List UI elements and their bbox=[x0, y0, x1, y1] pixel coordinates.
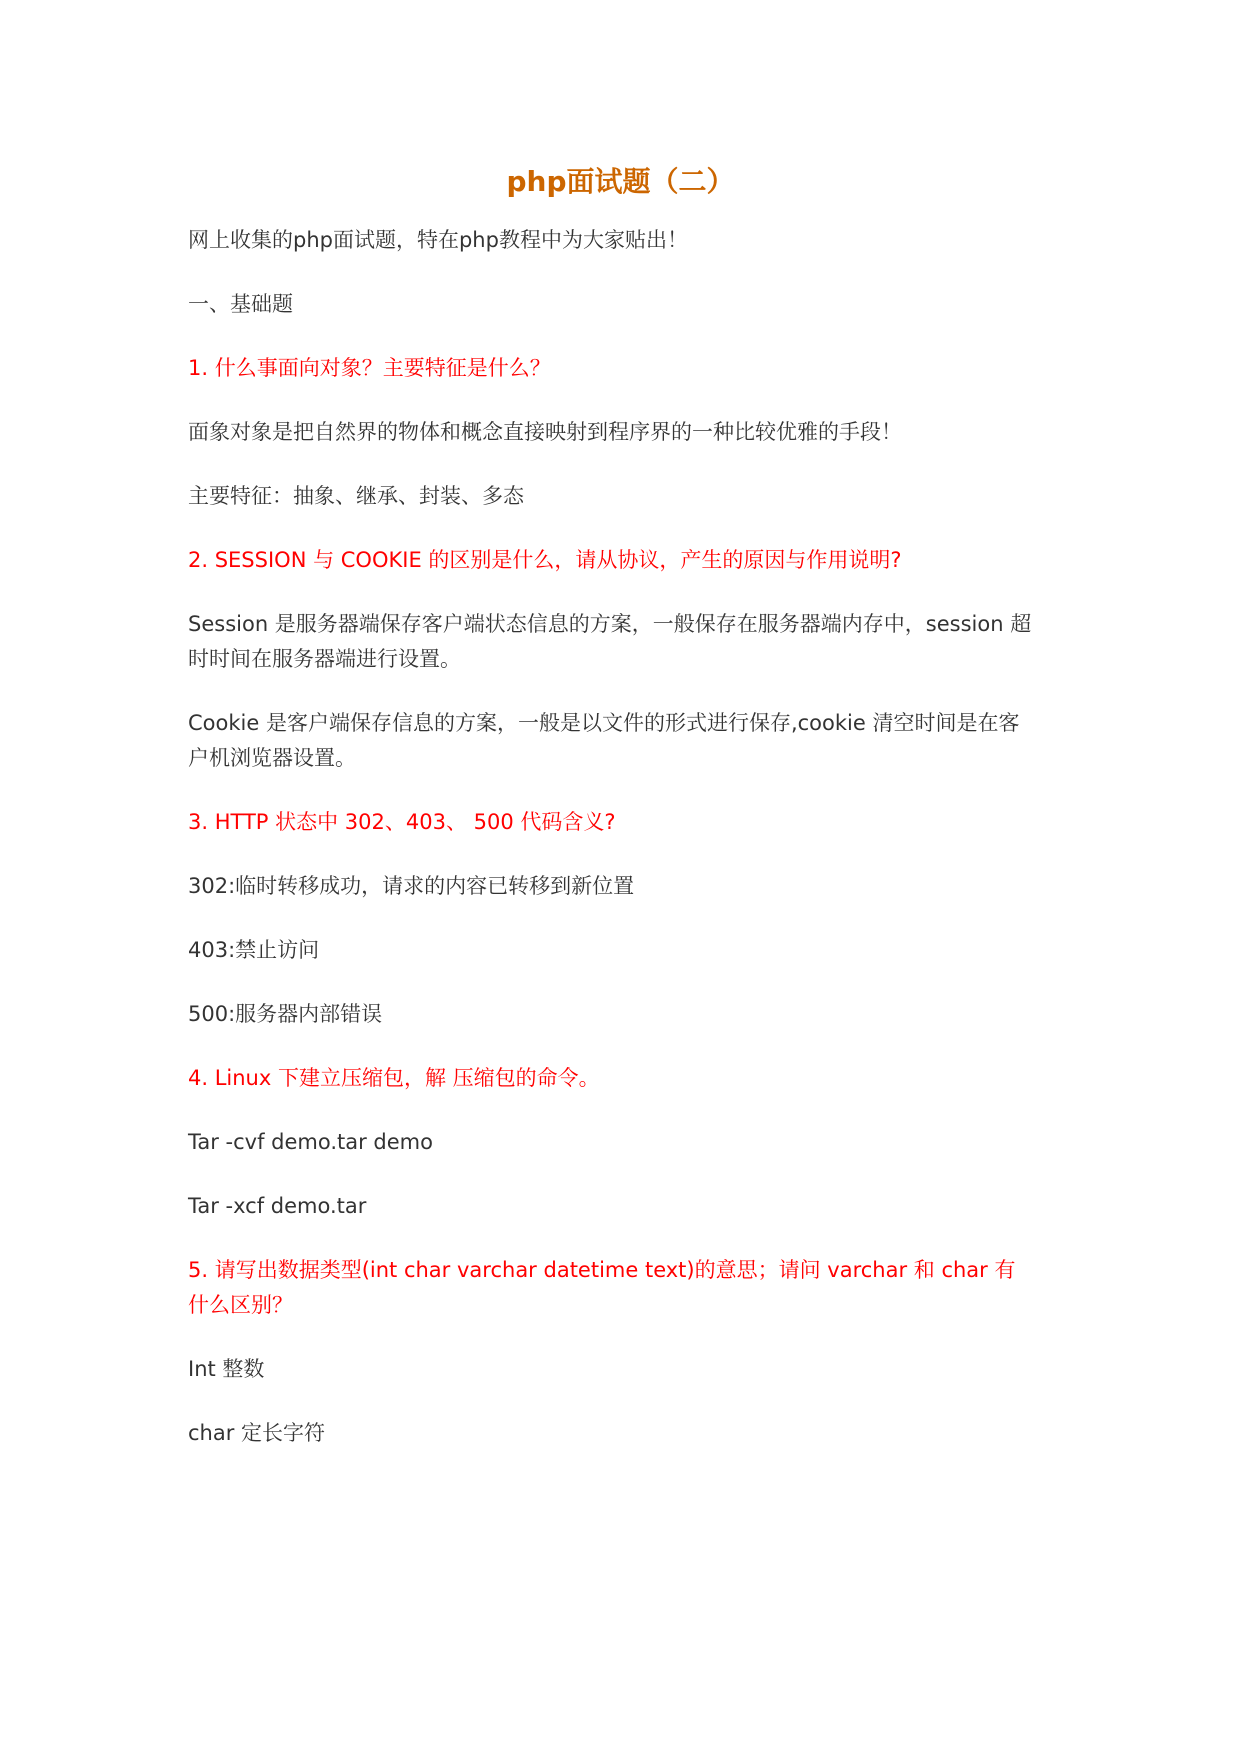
answer-2-session-line2: 时时间在服务器端进行设置。 bbox=[188, 647, 461, 671]
answer-4-compress: Tar -cvf demo.tar demo bbox=[188, 1130, 433, 1154]
answer-2-cookie-line2: 户机浏览器设置。 bbox=[188, 746, 356, 770]
answer-2-cookie-line1: Cookie 是客户端保存信息的方案，一般是以文件的形式进行保存,cookie 清空时间是在客 bbox=[188, 711, 1020, 735]
question-1: 1. 什么事面向对象？主要特征是什么？ bbox=[188, 356, 551, 380]
answer-5-char: char 定长字符 bbox=[188, 1421, 326, 1445]
section-heading: 一、基础题 bbox=[188, 292, 293, 316]
answer-3-500: 500:服务器内部错误 bbox=[188, 1002, 383, 1026]
page-title: php面试题（二） bbox=[506, 165, 735, 198]
answer-3-403: 403:禁止访问 bbox=[188, 938, 320, 962]
answer-4-extract: Tar -xcf demo.tar bbox=[188, 1194, 367, 1218]
question-5-line1: 5. 请写出数据类型(int char varchar datetime text)的意思；请问 varchar 和 char 有 bbox=[188, 1258, 1016, 1282]
question-5-line2: 什么区别？ bbox=[188, 1293, 293, 1317]
answer-5-int: Int 整数 bbox=[188, 1357, 265, 1381]
answer-3-302: 302:临时转移成功，请求的内容已转移到新位置 bbox=[188, 874, 635, 898]
question-3: 3. HTTP 状态中 302、403、 500 代码含义? bbox=[188, 810, 616, 834]
question-2: 2. SESSION 与 COOKIE 的区别是什么，请从协议，产生的原因与作用说明? bbox=[188, 548, 902, 572]
answer-1-text: 面象对象是把自然界的物体和概念直接映射到程序界的一种比较优雅的手段！ bbox=[188, 420, 902, 444]
question-4: 4. Linux 下建立压缩包，解 压缩包的命令。 bbox=[188, 1066, 600, 1090]
answer-2-session-line1: Session 是服务器端保存客户端状态信息的方案，一般保存在服务器端内存中，session 超 bbox=[188, 612, 1032, 636]
answer-1-features: 主要特征：抽象、继承、封装、多态 bbox=[188, 484, 524, 508]
intro-text: 网上收集的php面试题，特在php教程中为大家贴出！ bbox=[188, 228, 688, 252]
